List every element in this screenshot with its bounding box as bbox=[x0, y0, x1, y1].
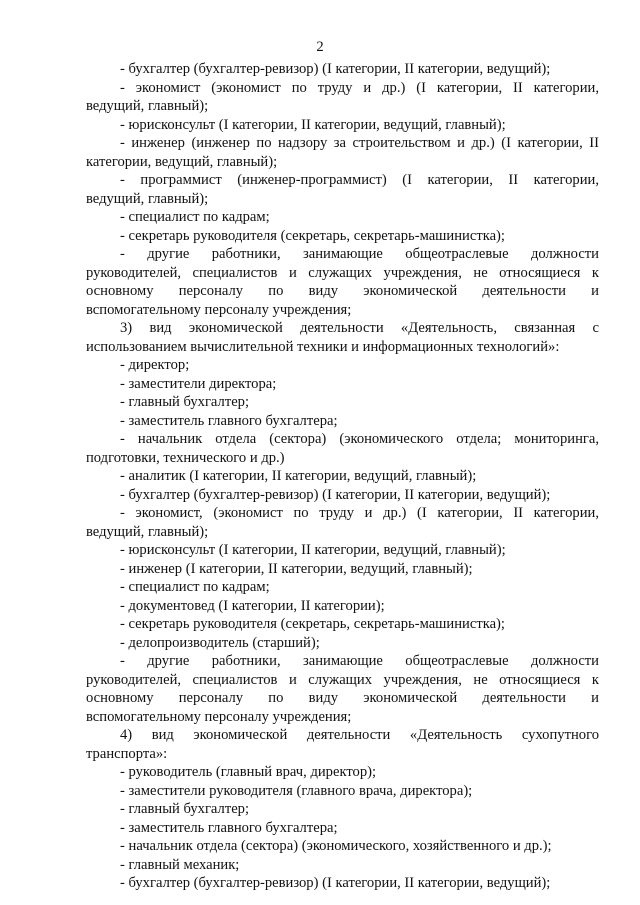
text-line: - секретарь руководителя (секретарь, секретарь-машинистка); bbox=[120, 227, 505, 244]
text-line: ведущий, главный); bbox=[86, 523, 209, 540]
text-line: - экономист, (экономист по труду и др.) (I категории, II категории, bbox=[120, 505, 599, 521]
text-line: - бухгалтер (бухгалтер-ревизор) (I категории, II категории, ведущий); bbox=[120, 61, 551, 77]
text-line: - бухгалтер (бухгалтер-ревизор) (I категории, II категории, ведущий); bbox=[120, 486, 551, 503]
text-line: - заместители руководителя (главного врача, директора); bbox=[120, 782, 473, 799]
text-line: - главный бухгалтер; bbox=[120, 394, 250, 410]
text-line: 4) вид экономической деятельности «Деятельность сухопутного bbox=[120, 727, 599, 743]
text-line: - аналитик (I категории, II категории, ведущий, главный); bbox=[120, 468, 477, 484]
text-line: транспорта»: bbox=[86, 745, 168, 762]
text-line: - другие работники, занимающие общеотраслевые должности bbox=[120, 653, 599, 669]
text-line: руководителей, специалистов и служащих учреждения, не относящиеся к bbox=[86, 671, 599, 688]
text-line: категории, ведущий, главный); bbox=[86, 153, 278, 170]
text-line: - инженер (I категории, II категории, ведущий, главный); bbox=[120, 560, 473, 577]
text-line: - начальник отдела (сектора) (экономического отдела; мониторинга, bbox=[120, 431, 599, 447]
text-line: - заместитель главного бухгалтера; bbox=[120, 819, 338, 836]
page-number: 2 bbox=[316, 39, 324, 55]
text-line: 3) вид экономической деятельности «Деятельность, связанная с bbox=[120, 320, 599, 336]
text-line: основному персоналу по виду экономической деятельности и bbox=[86, 690, 599, 706]
text-line: - документовед (I категории, II категории); bbox=[120, 597, 385, 614]
text-line: - директор; bbox=[120, 357, 190, 373]
text-line: - руководитель (главный врач, директор); bbox=[120, 764, 377, 780]
text-line: вспомогательному персоналу учреждения; bbox=[86, 301, 352, 318]
text-line: - заместители директора; bbox=[120, 375, 277, 392]
text-line: - бухгалтер (бухгалтер-ревизор) (I категории, II категории, ведущий); bbox=[120, 875, 551, 891]
text-line: - специалист по кадрам; bbox=[120, 209, 270, 225]
text-line: - начальник отдела (сектора) (экономического, хозяйственного и др.); bbox=[120, 838, 552, 854]
text-line: - специалист по кадрам; bbox=[120, 579, 270, 595]
text-line: - заместитель главного бухгалтера; bbox=[120, 412, 338, 429]
text-line: - главный механик; bbox=[120, 856, 240, 873]
text-line: - экономист (экономист по труду и др.) (I категории, II категории, bbox=[120, 79, 599, 96]
text-line: - другие работники, занимающие общеотраслевые должности bbox=[120, 246, 599, 262]
text-line: ведущий, главный); bbox=[86, 98, 209, 114]
text-line: подготовки, технического и др.) bbox=[86, 449, 285, 466]
text-line: - юрисконсульт (I категории, II категории, ведущий, главный); bbox=[120, 116, 506, 133]
text-line: - юрисконсульт (I категории, II категории, ведущий, главный); bbox=[120, 542, 506, 558]
text-line: - главный бухгалтер; bbox=[120, 801, 250, 817]
text-line: - делопроизводитель (старший); bbox=[120, 634, 320, 651]
text-line: - секретарь руководителя (секретарь, секретарь-машинистка); bbox=[120, 616, 505, 632]
text-line: - программист (инженер-программист) (I категории, II категории, bbox=[120, 172, 599, 188]
text-line: ведущий, главный); bbox=[86, 190, 209, 207]
text-line: - инженер (инженер по надзору за строительством и др.) (I категории, II bbox=[120, 135, 599, 151]
text-line: вспомогательному персоналу учреждения; bbox=[86, 708, 352, 725]
document-body bbox=[86, 60, 599, 893]
text-line: руководителей, специалистов и служащих учреждения, не относящиеся к bbox=[86, 264, 599, 281]
text-line: использованием вычислительной техники и информационных технологий»: bbox=[86, 338, 560, 355]
text-line: основному персоналу по виду экономической деятельности и bbox=[86, 283, 599, 299]
